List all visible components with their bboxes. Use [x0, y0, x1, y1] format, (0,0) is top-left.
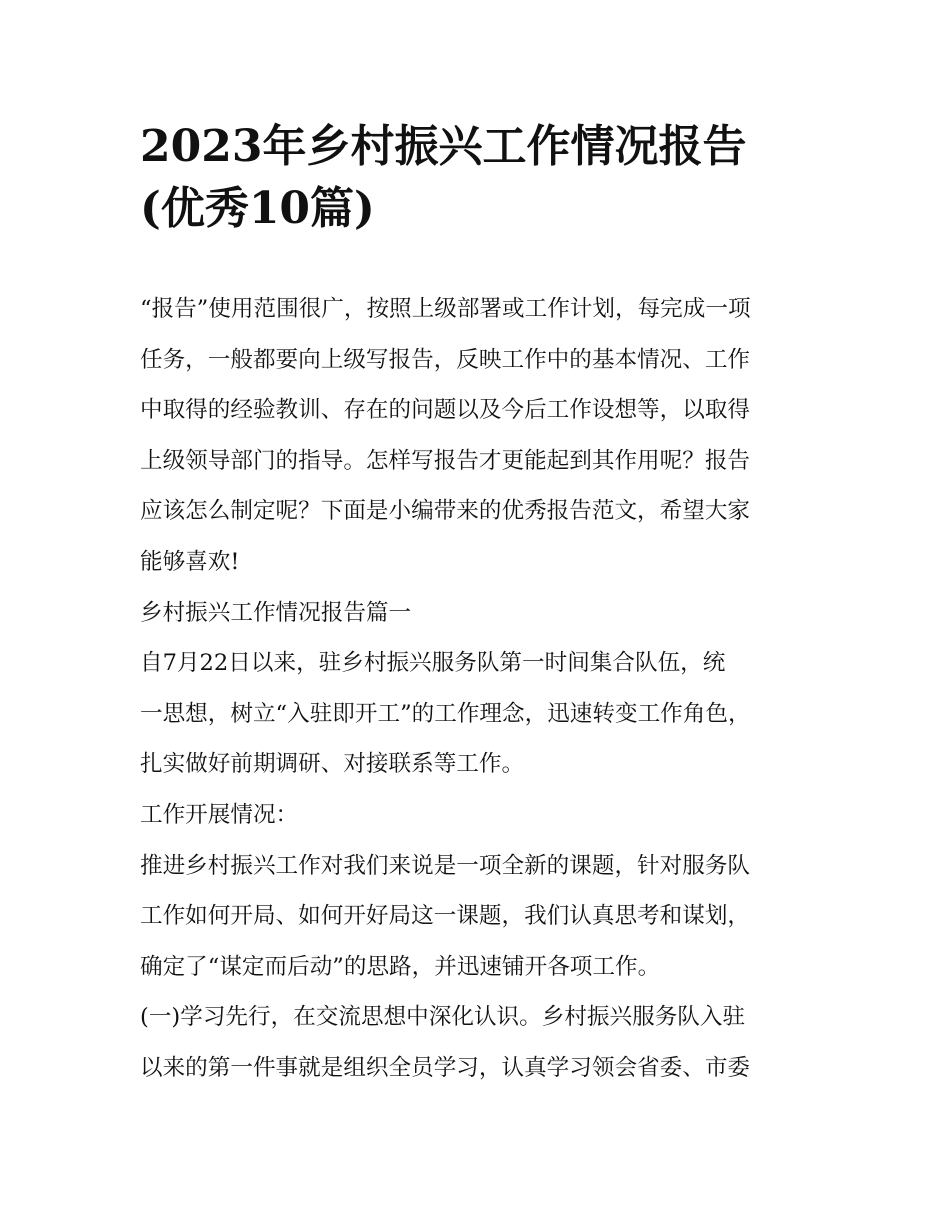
- paragraph-line: “报告”使用范围很广，按照上级部署或工作计划，每完成一项: [140, 296, 751, 322]
- paragraph-line: 一思想，树立“入驻即开工”的工作理念，迅速转变工作角色，: [140, 700, 751, 727]
- document-body: [140, 284, 830, 1094]
- paragraph-line: 能够喜欢!: [140, 548, 240, 575]
- section-heading: 乡村振兴工作情况报告篇一: [140, 599, 412, 626]
- paragraph-line: 以来的第一件事就是组织全员学习，认真学习领会省委、市委: [140, 1054, 751, 1081]
- title-line: 2023年乡村振兴工作情况报告: [140, 121, 747, 172]
- title-line: (优秀10篇): [140, 183, 375, 234]
- paragraph-line: 自7月22日以来，驻乡村振兴服务队第一时间集合队伍，统: [140, 650, 726, 677]
- paragraph-line: 工作如何开局、如何开好局这一课题，我们认真思考和谋划，: [140, 903, 751, 930]
- document-title: [140, 116, 840, 240]
- paragraph-line: (一)学习先行，在交流思想中深化认识。乡村振兴服务队入驻: [140, 1004, 746, 1031]
- paragraph-line: 任务，一般都要向上级写报告，反映工作中的基本情况、工作: [140, 346, 751, 373]
- paragraph-line: 中取得的经验教训、存在的问题以及今后工作设想等，以取得: [140, 397, 751, 424]
- paragraph-line: 扎实做好前期调研、对接联系等工作。: [140, 751, 525, 778]
- section-heading: 工作开展情况：: [140, 801, 299, 828]
- paragraph-line: 推进乡村振兴工作对我们来说是一项全新的课题，针对服务队: [140, 852, 751, 879]
- paragraph-line: 确定了“谋定而后动”的思路，并迅速铺开各项工作。: [140, 953, 661, 980]
- paragraph-line: 应该怎么制定呢？下面是小编带来的优秀报告范文，希望大家: [140, 498, 751, 525]
- paragraph-line: 上级领导部门的指导。怎样写报告才更能起到其作用呢？报告: [140, 447, 751, 474]
